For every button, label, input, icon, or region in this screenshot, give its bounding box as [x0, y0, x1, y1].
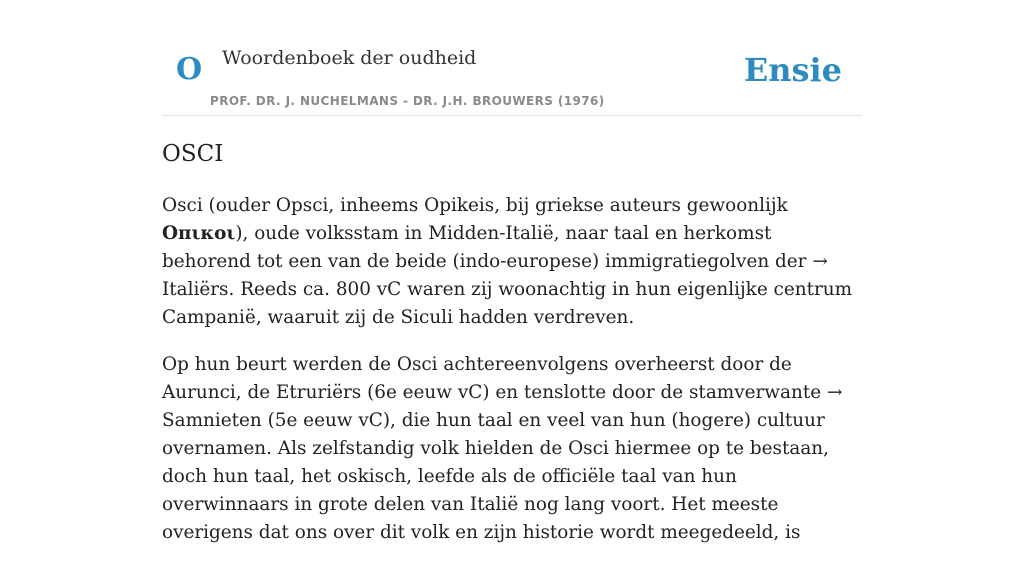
entry-paragraph: [162, 192, 862, 332]
book-authors: PROF. DR. J. NUCHELMANS - DR. J.H. BROUWERS (1976): [210, 94, 605, 108]
paragraph-text: Op hun beurt werden de Osci achtereenvolgens overheerst door de Aurunci, de Etruriërs (6e eeuw vC) en tenslotte door de stamverwante: [162, 354, 827, 403]
paragraph-text: Reeds ca. 800 vC waren zij woonachtig in hun eigenlijke centrum Campanië, waaruit zij de Siculi hadden verdreven.: [162, 279, 853, 328]
dictionary-header: [162, 0, 862, 116]
entry-paragraph: [162, 351, 862, 547]
entry-headword: OSCI: [162, 141, 224, 167]
entry-body: [162, 192, 862, 566]
paragraph-text: Osci (ouder Opsci, inheems Opikeis, bij griekse auteurs gewoonlijk: [162, 195, 788, 216]
ensie-logo-link[interactable]: Ensie: [743, 51, 842, 89]
book-title[interactable]: Woordenboek der oudheid: [222, 47, 477, 69]
cross-reference-link[interactable]: → Samnieten: [162, 382, 843, 431]
cross-reference-link[interactable]: → Italiërs.: [162, 251, 828, 300]
paragraph-text: ), oude volksstam in Midden-Italië, naar taal en herkomst behorend tot een van de beide (indo-europese) immigratiegolven der: [162, 223, 813, 272]
greek-term: Οπικοι: [162, 223, 236, 244]
paragraph-text: (5e eeuw vC), die hun taal en veel van hun (hogere) cultuur overnamen. Als zelfstandig volk hielden de Osci hiermee op te bestaan, doch hun taal, het oskisch, leefde als de officiële taal van hun overwinnaars in grote delen van Italië nog lang voort. Het meeste overigens dat ons over dit volk en zijn historie wordt meegedeeld, is: [162, 410, 830, 543]
page-content: [162, 0, 862, 543]
letter-index[interactable]: O: [176, 52, 203, 87]
